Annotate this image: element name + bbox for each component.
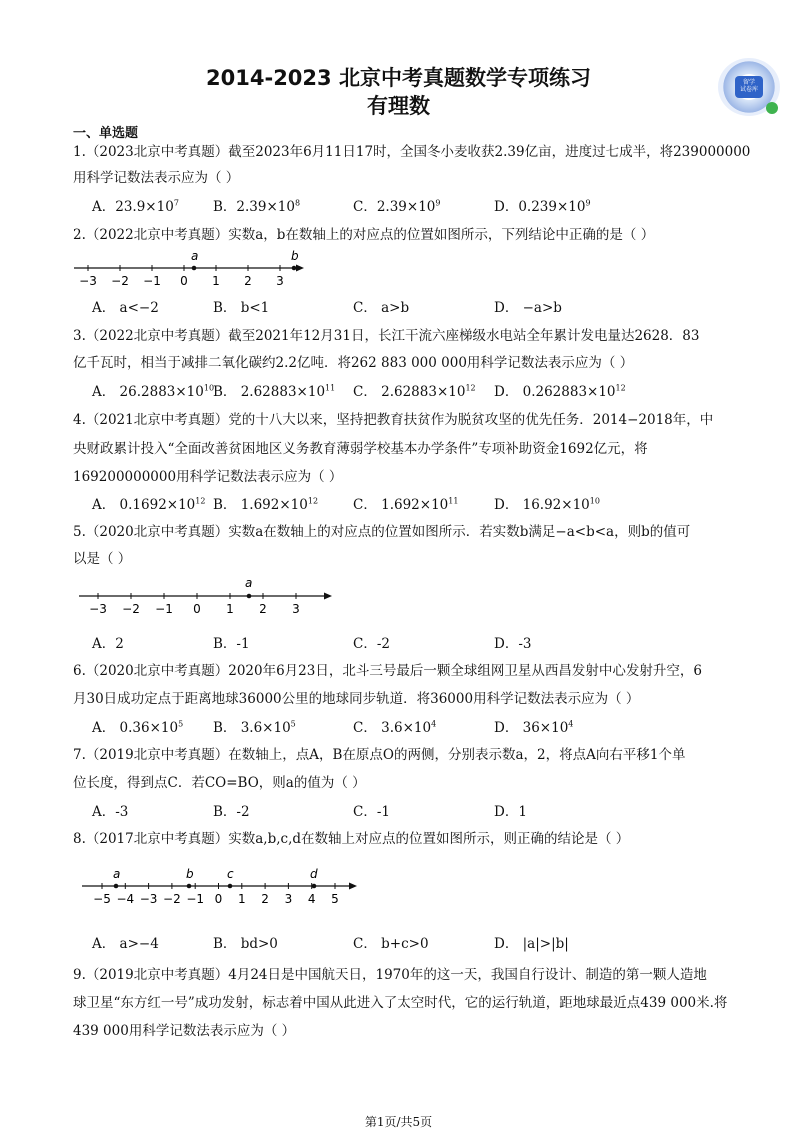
q6-option-a[interactable]: A． $0.36\times 10^5$ (92, 719, 184, 736)
q8-option-a[interactable]: A． a>−4 (92, 936, 159, 952)
q2-tick-label: −2 (111, 274, 129, 288)
q8-tick-label: 0 (214, 892, 223, 906)
q8-number-line (78, 864, 368, 912)
q8-option-b[interactable]: B． bd>0 (213, 936, 278, 952)
q5-option-b[interactable]: B．-1 (213, 636, 250, 652)
q7-option-c[interactable]: C．-1 (353, 804, 390, 820)
page-title: 2014-2023 北京中考真题数学专项练习 (206, 66, 591, 90)
q8-tick-label: 2 (261, 892, 269, 906)
q2-number-line (70, 248, 310, 288)
q8-tick-label: 5 (331, 892, 339, 906)
q5-point-a (247, 594, 252, 599)
q7-option-d[interactable]: D．1 (494, 804, 527, 820)
q1-option-d[interactable]: D．$0.239\times 10^9$ (494, 198, 591, 215)
q5-label-a: a (245, 576, 253, 590)
q2-tick-label: 1 (212, 274, 220, 288)
q3-option-d[interactable]: D． $0.262883\times 10^{12}$ (494, 383, 626, 400)
q4-option-b[interactable]: B． $1.692\times 10^{12}$ (213, 496, 319, 513)
q4-line3: 169200000000用科学记数法表示应为（ ） (73, 469, 343, 485)
page-footer: 第1页/共5页 (364, 1115, 433, 1129)
q8-label-c: c (227, 867, 234, 881)
q8-label-b: b (186, 867, 194, 881)
q2-tick-label: 0 (180, 274, 188, 288)
q6-option-b[interactable]: B． $3.6\times 10^5$ (213, 719, 296, 736)
q5-tick-label: 3 (292, 602, 300, 616)
q6-option-d[interactable]: D． $36\times 10^4$ (494, 719, 574, 736)
wechat-badge-icon (766, 102, 778, 114)
q7-line1: 7.（2019北京中考真题）在数轴上，点A，B在原点O的两侧，分别表示数a，2，将点A向右平移1个单 (73, 747, 686, 763)
q7-option-b[interactable]: B．-2 (213, 804, 250, 820)
q8-option-c[interactable]: C． b+c>0 (353, 936, 429, 952)
q4-option-d[interactable]: D． $16.92\times 10^{10}$ (494, 496, 600, 513)
q5-tick-label: 0 (193, 602, 201, 616)
q8-tick-label: 1 (237, 892, 246, 906)
page-subtitle: 有理数 (367, 94, 430, 118)
q3-option-c[interactable]: C． $2.62883\times 10^{12}$ (353, 383, 476, 400)
q1-line1: 1.（2023北京中考真题）截至2023年6月11日17时，全国冬小麦收获2.39亿亩，进度过七成半，将239000000 (73, 144, 751, 160)
q5-option-c[interactable]: C．-2 (353, 636, 390, 652)
q5-tick-label: 2 (259, 602, 267, 616)
q5-tick-label: −2 (122, 602, 140, 616)
q2-option-b[interactable]: B． b<1 (213, 300, 270, 316)
q4-line2: 央财政累计投入“全面改善贫困地区义务教育薄弱学校基本办学条件”专项补助资金1692亿元，将 (73, 441, 648, 457)
q4-line1: 4.（2021北京中考真题）党的十八大以来，坚持把教育扶贫作为脱贫攻坚的优先任务．2014−2018年，中 (73, 412, 714, 428)
q4-option-c[interactable]: C． $1.692\times 10^{11}$ (353, 496, 459, 513)
q5-option-d[interactable]: D．-3 (494, 636, 532, 652)
q2-tick-label: −1 (143, 274, 161, 288)
q2-tick-label: −3 (79, 274, 97, 288)
q3-option-a[interactable]: A． $26.2883\times 10^{10}$ (92, 383, 215, 400)
q1-option-c[interactable]: C．$2.39\times 10^9$ (353, 198, 441, 215)
section-heading: 一、单选题 (73, 126, 139, 141)
q1-option-a[interactable]: A．$23.9\times 10^7$ (92, 198, 179, 215)
q9-line3: 439 000用科学记数法表示应为（ ） (73, 1023, 296, 1039)
qr-logo-label: 留学 试卷库 (735, 76, 763, 98)
q3-option-b[interactable]: B． $2.62883\times 10^{11}$ (213, 383, 336, 400)
q4-option-a[interactable]: A． $0.1692\times 10^{12}$ (92, 496, 206, 513)
q5-option-a[interactable]: A．2 (92, 636, 124, 652)
q8-label-a: a (113, 867, 121, 881)
q1-option-b[interactable]: B．$2.39\times 10^8$ (213, 198, 301, 215)
q2-label-a: a (191, 249, 199, 263)
q3-line1: 3.（2022北京中考真题）截至2021年12月31日，长江干流六座梯级水电站全年累计发电量达2628．83 (73, 328, 700, 344)
q8-option-d[interactable]: D． |a|>|b| (494, 936, 569, 952)
q8-point-c (228, 884, 233, 889)
q8-point-b (187, 884, 192, 889)
q5-line2: 以是（ ） (73, 551, 132, 567)
q8-tick-label: −3 (139, 892, 158, 906)
q2-option-c[interactable]: C． a>b (353, 300, 410, 316)
q2-point-b (292, 266, 297, 271)
q6-option-c[interactable]: C． $3.6\times 10^4$ (353, 719, 437, 736)
q6-line2: 月30日成功定点于距离地球36000公里的地球同步轨道．将36000用科学记数法表示应为（ ） (73, 691, 640, 707)
q5-tick-label: −1 (155, 602, 173, 616)
q3-line2: 亿千瓦时，相当于减排二氧化碳约2.2亿吨．将262 883 000 000用科学记数法表示应为（ ） (73, 355, 634, 371)
q8-tick-label: −2 (163, 892, 181, 906)
q7-option-a[interactable]: A．-3 (92, 804, 129, 820)
q8-tick-label: −5 (93, 892, 111, 906)
q8-line1: 8.（2017北京中考真题）实数a,b,c,d在数轴上对应点的位置如图所示，则正确的结论是（ ） (73, 831, 630, 847)
q9-line1: 9.（2019北京中考真题）4月24日是中国航天日，1970年的这一天，我国自行设计、制造的第一颗人造地 (73, 967, 707, 983)
qr-code-logo[interactable] (718, 58, 780, 116)
q8-label-d: d (310, 867, 318, 881)
q1-line2: 用科学记数法表示应为（ ） (73, 170, 240, 186)
q7-line2: 位长度，得到点C．若CO=BO，则a的值为（ ） (73, 775, 366, 791)
q2-line1: 2.（2022北京中考真题）实数a，b在数轴上的对应点的位置如图所示，下列结论中正确的是（ ） (73, 227, 655, 243)
q2-option-d[interactable]: D． −a>b (494, 300, 562, 316)
q6-line1: 6.（2020北京中考真题）2020年6月23日，北斗三号最后一颗全球组网卫星从西昌发射中心发射升空，6 (73, 663, 702, 679)
q8-tick-label: −1 (186, 892, 205, 906)
q8-tick-label: 3 (284, 892, 293, 906)
q2-option-a[interactable]: A． a<−2 (92, 300, 159, 316)
q2-point-a (192, 266, 197, 271)
q8-point-d (312, 884, 317, 889)
q9-line2: 球卫星“东方红一号”成功发射，标志着中国从此进入了太空时代，它的运行轨道，距地球最近点439 000米.将 (73, 995, 728, 1011)
q5-number-line (75, 574, 340, 624)
q5-line1: 5.（2020北京中考真题）实数a在数轴上的对应点的位置如图所示．若实数b满足−a<b<a，则b的值可 (73, 524, 691, 540)
q5-tick-label: 1 (226, 602, 234, 616)
q2-tick-label: 2 (244, 274, 252, 288)
q5-tick-label: −3 (89, 602, 107, 616)
q2-label-b: b (291, 249, 299, 263)
q8-tick-label: 4 (307, 892, 316, 906)
q8-tick-label: −4 (116, 892, 135, 906)
q2-tick-label: 3 (276, 274, 284, 288)
q8-point-a (114, 884, 119, 889)
